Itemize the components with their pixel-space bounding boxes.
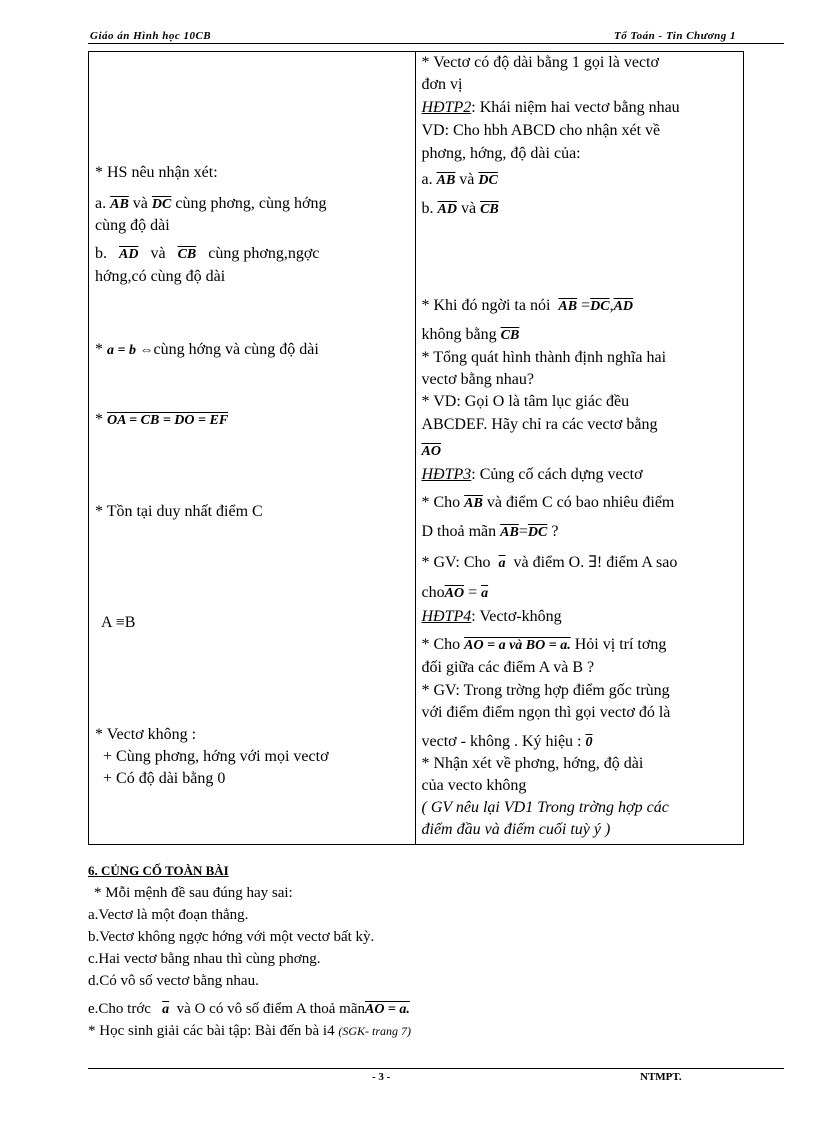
right-line-18: * GV: Cho $\overline{a}$ và điểm O. ∃! điểm A sao (421, 554, 678, 571)
right-line-28: ( GV nêu lại VD1 Trong trờng hợp các (421, 799, 669, 816)
summary-item-c: c.Hai vectơ bằng nhau thì cùng phơng. (88, 951, 321, 967)
right-line-12: * VD: Gọi O là tâm lục giác đều (421, 393, 630, 410)
footer-rule (88, 1068, 784, 1069)
right-line-13: ABCDEF. Hãy chỉ ra các vectơ bằng (421, 416, 658, 433)
left-line-2: a. $\overline{AB}$ và $\overline{DC}$ cùng phơng, cùng hớng (95, 195, 327, 212)
left-line-6: * a = b ⇔cùng hớng và cùng độ dài (95, 341, 319, 358)
left-line-4: b. $\overline{AD}$ và $\overline{CB}$ cùng phơng,ngợc (95, 245, 320, 262)
right-line-6: a. $\overline{AB}$ và $\overline{DC}$ (421, 171, 498, 188)
right-line-25: vectơ - không . Ký hiệu : 0 (421, 733, 593, 750)
lesson-table (88, 51, 744, 845)
left-line-10: * Vectơ không : (95, 726, 197, 743)
section-title: 6. CỦNG CỐ TOÀN BÀI (88, 863, 229, 878)
right-line-19: $cho\overline{AO} = \overline{a}$ (421, 584, 489, 601)
left-line-7: * OA = CB = DO = EF (95, 411, 229, 428)
right-line-27: của vecto không (421, 777, 527, 794)
left-line-5: hớng,có cùng độ dài (95, 268, 226, 285)
right-line-9: không bằng $\overline{CB}$ (421, 326, 520, 343)
left-line-12: + Có độ dài bằng 0 (103, 770, 226, 787)
right-line-15: HĐTP3: Củng cố cách dựng vectơ (421, 466, 643, 483)
right-line-29: điểm đầu và điểm cuối tuỳ ý ) (421, 821, 611, 838)
right-line-22: đối giữa các điểm A và B ? (421, 659, 595, 676)
right-line-24: với điểm điểm ngọn thì gọi vectơ đó là (421, 704, 671, 721)
page-number: - 3 - (372, 1071, 391, 1083)
right-line-16: * Cho $\overline{AB}$ và điểm C có bao nhiêu điểm (421, 494, 675, 511)
left-line-1: * HS nêu nhận xét: (95, 164, 218, 181)
header-right: Tổ Toán - Tin Chương 1 (614, 30, 737, 42)
right-line-20: HĐTP4: Vectơ-không (421, 608, 562, 625)
right-line-14: $\overline{AO}$ (421, 444, 441, 459)
right-line-2: đơn vị (421, 76, 463, 93)
right-line-8: * Khi đó ngời ta nói $\overline{AB} =\overline{DC},\overline{AD}$ (421, 297, 634, 314)
right-line-26: * Nhận xét về phơng, hớng, độ dài (421, 755, 644, 772)
summary-item-b: b.Vectơ không ngợc hớng với một vectơ bất kỳ. (88, 929, 375, 945)
header-rule (88, 43, 784, 44)
left-line-11: + Cùng phơng, hớng với mọi vectơ (103, 748, 329, 765)
right-line-21: * Cho AO = a và BO = a. Hỏi vị trí tơng (421, 636, 667, 653)
left-line-9: A ≡B (101, 614, 136, 631)
summary-item-e: e.Cho trớc $\overline{a}$ và O có vô số điểm A thoả mãnAO = a. (88, 1001, 410, 1017)
summary-question-intro: * Mỗi mệnh đề sau đúng hay sai: (94, 885, 293, 901)
footer-author: NTMPT. (640, 1071, 682, 1083)
student-column (89, 52, 416, 845)
right-line-3: HĐTP2: Khái niệm hai vectơ bằng nhau (421, 99, 680, 116)
right-line-11: vectơ bằng nhau? (421, 371, 534, 388)
left-line-3: cùng độ dài (95, 217, 170, 234)
left-line-8: * Tồn tại duy nhất điểm C (95, 503, 263, 520)
summary-item-d: d.Có vô số vectơ bằng nhau. (88, 973, 259, 989)
right-line-7: b. $\overline{AD}$ và $\overline{CB}$ (421, 200, 499, 217)
right-line-1: * Vectơ có độ dài bằng 1 gọi là vectơ (421, 54, 659, 71)
header-left: Giáo án Hình học 10CB (90, 30, 212, 42)
right-line-17: D thoả mãn $\overline{AB}=\overline{DC}$ ? (421, 523, 559, 540)
teacher-column (415, 52, 744, 845)
summary-item-a: a.Vectơ là một đoạn thẳng. (88, 907, 249, 923)
right-line-5: phơng, hớng, độ dài của: (421, 145, 581, 162)
right-line-23: * GV: Trong trờng hợp điểm gốc trùng (421, 682, 670, 699)
right-line-4: VD: Cho hbh ABCD cho nhận xét về (421, 122, 661, 139)
homework-line: * Học sinh giải các bài tập: Bài đến bà i4 (SGK- trang 7) (88, 1023, 412, 1039)
right-line-10: * Tổng quát hình thành định nghĩa hai (421, 349, 667, 366)
